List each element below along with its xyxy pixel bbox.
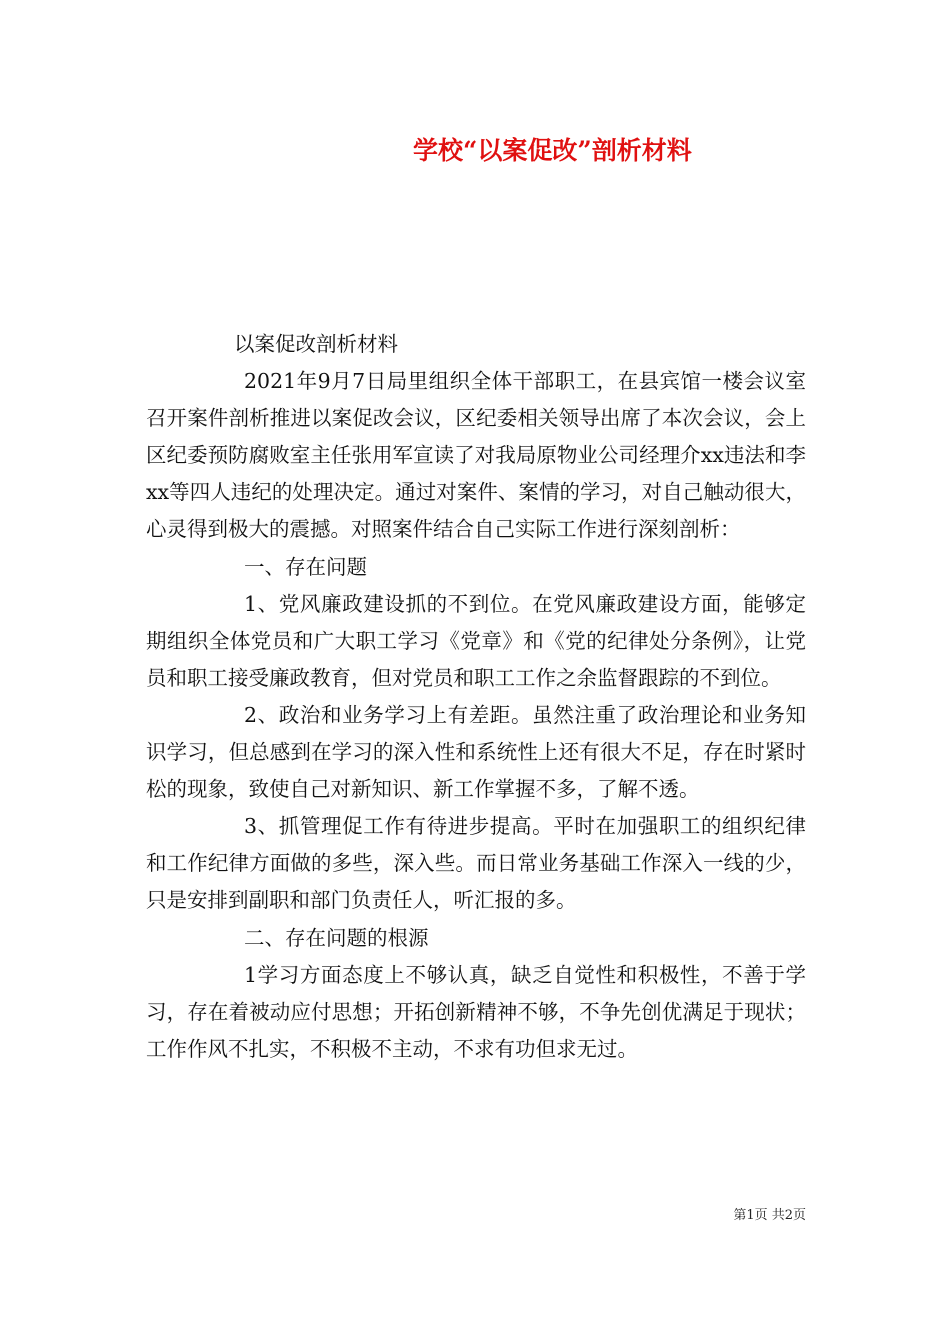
problem-item-3: 3、抓管理促工作有待进步提高。平时在加强职工的组织纪律和工作纪律方面做的多些，深入些。而日常业务基础工作深入一线的少，只是安排到副职和部门负责任人，听汇报的多。	[146, 814, 806, 913]
section-heading-problems: 一、存在问题	[244, 554, 367, 579]
problem-item-2: 2、政治和业务学习上有差距。虽然注重了政治理论和业务知识学习，但总感到在学习的深入性和系统性上还有很大不足，存在时紧时松的现象，致使自己对新知识、新工作掌握不多，了解不透。	[146, 702, 806, 802]
root-cause-item-1: 1学习方面态度上不够认真，缺乏自觉性和积极性，不善于学习，存在着被动应付思想；开拓创新精神不够，不争先创优满足于现状；工作作风不扎实，不积极不主动，不求有功但求无过。	[146, 962, 806, 1061]
problem-item-1: 1、党风廉政建设抓的不到位。在党风廉政建设方面，能够定期组织全体党员和广大职工学习《党章》和《党的纪律处分条例》，让党员和职工接受廉政教育，但对党员和职工工作之余监督跟踪的不到位。	[146, 591, 806, 690]
intro-paragraph: 2021年9月7日局里组织全体干部职工，在县宾馆一楼会议室召开案件剖析推进以案促改会议，区纪委相关领导出席了本次会议，会上区纪委预防腐败室主任张用军宣读了对我局原物业公司经理介xx违法和李xx等四人违纪的处理决定。通过对案件、案情的学习，对自己触动很大，心灵得到极大的震撼。对照案件结合自己实际工作进行深刻剖析：	[146, 369, 806, 542]
section-heading-root-causes: 二、存在问题的根源	[244, 925, 429, 950]
page-number: 第1页 共2页	[733, 1208, 806, 1223]
document-subtitle: 以案促改剖析材料	[234, 332, 398, 356]
document-title: 学校“以案促改”剖析材料	[413, 136, 692, 165]
document-body	[146, 326, 806, 1068]
